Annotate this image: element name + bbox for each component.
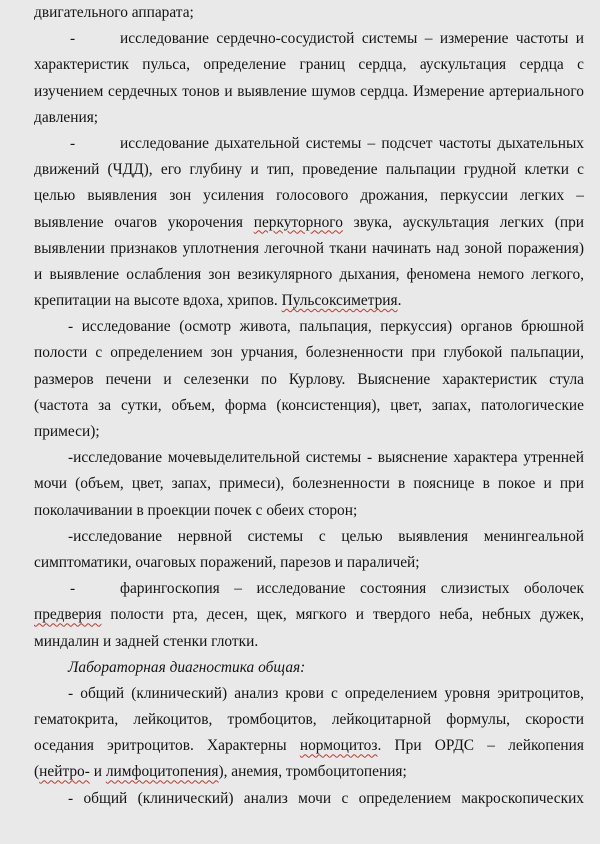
text-line: выявление очагов укорочения перкуторного звука, аускультация легких (при [34, 213, 584, 231]
text-line: предверия полости рта, десен, щек, мягкого и твердого неба, небных дужек, [34, 606, 584, 624]
text-line: мочи (объем, цвет, запах, примеси), болезненности в пояснице в покое и при [34, 475, 584, 493]
text-line: полости с определением зон урчания, болезненности при глубокой пальпации, [34, 344, 584, 362]
text-line: -исследование мочевыделительной системы - выяснение характера утренней [68, 449, 584, 467]
text-line: (нейтро- и лимфоцитопения), анемия, тромбоцитопения; [34, 763, 407, 781]
text-line: -исследование нервной системы с целью выявления менингеальной [68, 527, 584, 545]
text-line: крепитации на высоте вдоха, хрипов. Пульсоксиметрия. [34, 292, 402, 310]
text-line: - общий (клинический) анализ крови с определением уровня эритроцитов, [68, 684, 584, 702]
text-line: - фарингоскопия – исследование состояния слизистых оболочек [70, 580, 584, 598]
text-line: размеров печени и селезенки по Курлову. Выяснение характеристик стула [34, 370, 584, 388]
text-line: симптоматики, очаговых поражений, парезов и параличей; [34, 553, 420, 571]
text-line: поколачивании в проекции почек с обеих сторон; [34, 501, 358, 519]
text-line: оседания эритроцитов. Характерны нормоцитоз. При ОРДС – лейкопения [34, 737, 584, 755]
text-line: изучением сердечных тонов и выявление шумов сердца. Измерение артериального [34, 82, 584, 100]
text-line: гематокрита, лейкоцитов, тромбоцитов, лейкоцитарной формулы, скорости [34, 711, 584, 729]
text-line: - исследование (осмотр живота, пальпация, перкуссия) органов брюшной [68, 318, 584, 336]
text-line: давления; [34, 108, 99, 126]
text-line: - исследование сердечно-сосудистой системы – измерение частоты и [70, 30, 584, 48]
text-line: - исследование дыхательной системы – подсчет частоты дыхательных [70, 134, 584, 152]
text-line: примеси); [34, 423, 100, 440]
text-line: целью выявления зон усиления голосового дрожания, перкуссии легких – [34, 187, 584, 205]
section-heading: Лабораторная диагностика общая: [68, 658, 306, 676]
text-line: двигательного аппарата; [34, 4, 194, 21]
text-line: и выявление ослабления зон везикулярного дыхания, феномена немого легкого, [34, 265, 584, 283]
text-line: - общий (клинический) анализ мочи с определением макроскопических [68, 789, 584, 807]
text-line: миндалин и задней стенки глотки. [34, 632, 259, 650]
text-line: движений (ЧДД), его глубину и тип, проведение пальпации грудной клетки с [34, 161, 584, 179]
text-line: выявлении признаков уплотнения легочной ткани начинать над зоной поражения) [34, 239, 584, 257]
text-line: (частота за сутки, объем, форма (консистенция), цвет, запах, патологические [34, 396, 584, 414]
text-line: характеристик пульса, определение границ сердца, аускультация сердца с [34, 56, 584, 74]
